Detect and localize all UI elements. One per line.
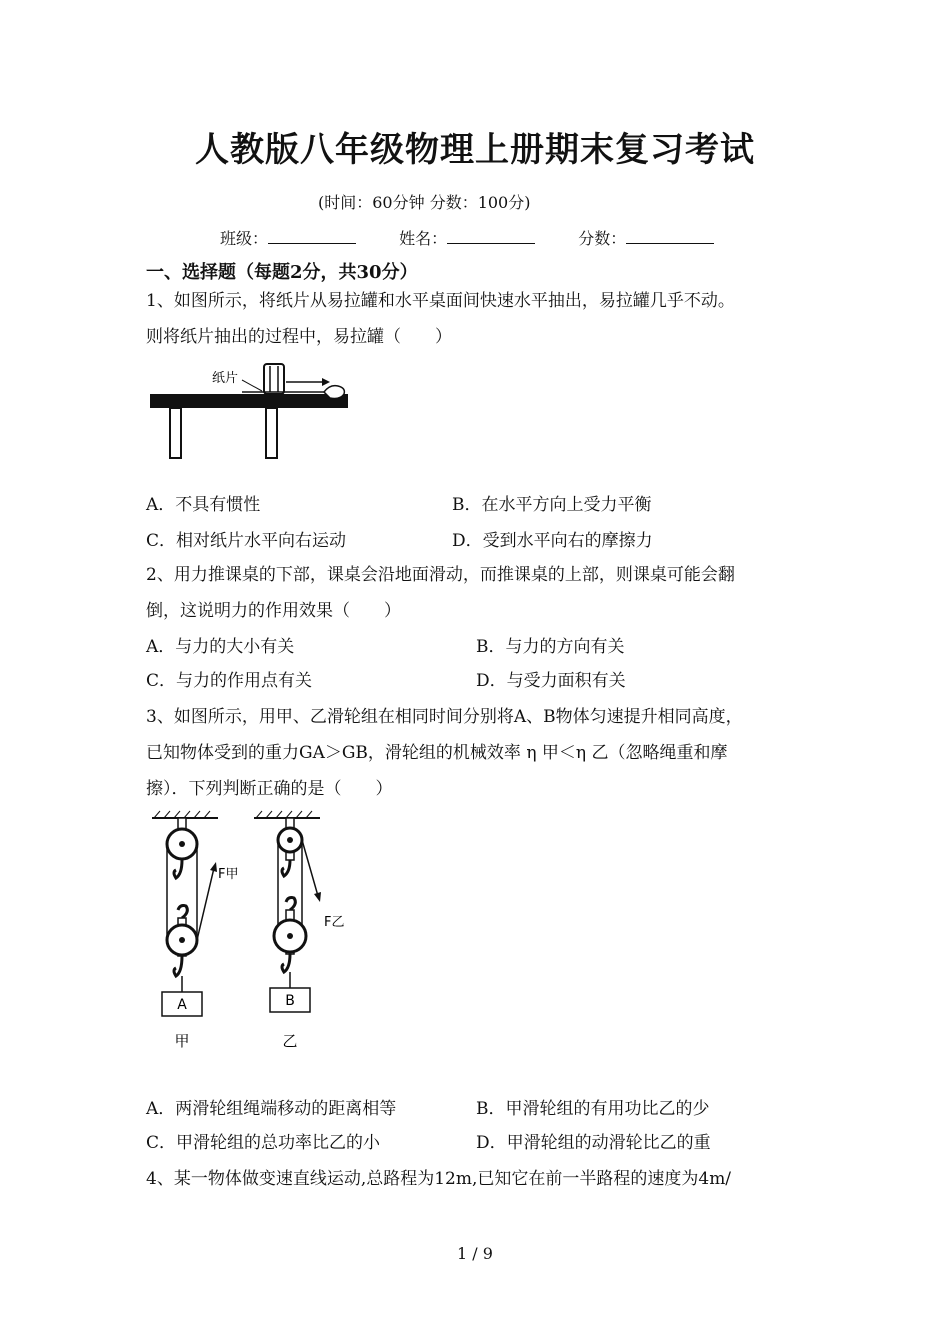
q2-option-c[interactable]: C．与力的作用点有关 bbox=[146, 671, 313, 691]
table-top bbox=[150, 394, 348, 408]
force-label-yi: F乙 bbox=[324, 915, 345, 930]
q1-text-line1: 1、如图所示，将纸片从易拉罐和水平桌面间快速水平抽出，易拉罐几乎不动。 bbox=[146, 291, 735, 311]
score-blank[interactable] bbox=[626, 229, 714, 244]
table-leg-right bbox=[266, 408, 277, 458]
q3-figure-pulleys bbox=[146, 806, 366, 1060]
pulley-system-jia bbox=[152, 811, 238, 1050]
table-leg-left bbox=[170, 408, 181, 458]
page-number: 1 / 9 bbox=[457, 1244, 493, 1263]
q1-option-a[interactable]: A．不具有惯性 bbox=[146, 495, 261, 515]
caption-jia: 甲 bbox=[174, 1032, 190, 1050]
can bbox=[264, 364, 284, 394]
q3-option-d[interactable]: D．甲滑轮组的动滑轮比乙的重 bbox=[476, 1133, 711, 1153]
pulley-system-yi bbox=[254, 811, 344, 1050]
force-label-jia: F甲 bbox=[218, 867, 239, 882]
score-label: 分数： bbox=[578, 229, 627, 248]
q2-option-d[interactable]: D．与受力面积有关 bbox=[476, 671, 626, 691]
exam-time-score: (时间：60分钟 分数：100分) bbox=[318, 193, 531, 212]
caption-yi: 乙 bbox=[282, 1032, 298, 1050]
name-blank[interactable] bbox=[447, 229, 535, 244]
q3-option-a[interactable]: A．两滑轮组绳端移动的距离相等 bbox=[146, 1099, 397, 1119]
class-field[interactable] bbox=[220, 226, 356, 249]
block-a-label: A bbox=[177, 997, 187, 1013]
q2-option-a[interactable]: A．与力的大小有关 bbox=[146, 637, 295, 657]
q2-option-b[interactable]: B．与力的方向有关 bbox=[476, 637, 625, 657]
class-label: 班级： bbox=[220, 229, 269, 248]
q3-option-c[interactable]: C．甲滑轮组的总功率比乙的小 bbox=[146, 1133, 381, 1153]
q3-text-line2: 已知物体受到的重力GA＞GB，滑轮组的机械效率 η 甲＜η 乙（忽略绳重和摩 bbox=[146, 743, 728, 763]
class-blank[interactable] bbox=[268, 229, 356, 244]
q3-option-b[interactable]: B．甲滑轮组的有用功比乙的少 bbox=[476, 1099, 710, 1119]
paper-label: 纸片 bbox=[212, 371, 239, 386]
student-info-fields bbox=[220, 226, 752, 249]
q1-option-d[interactable]: D．受到水平向右的摩擦力 bbox=[452, 531, 653, 551]
q1-text-line2: 则将纸片抽出的过程中，易拉罐（ ） bbox=[146, 327, 452, 347]
q2-text-line2: 倒，这说明力的作用效果（ ） bbox=[146, 601, 401, 621]
q1-option-c[interactable]: C．相对纸片水平向右运动 bbox=[146, 531, 347, 551]
name-field[interactable] bbox=[399, 226, 535, 249]
q4-text-line1: 4、某一物体做变速直线运动,总路程为12m,已知它在前一半路程的速度为4m/ bbox=[146, 1169, 732, 1189]
section-heading: 一、选择题（每题2分，共30分） bbox=[146, 262, 418, 283]
page-title: 人教版八年级物理上册期末复习考试 bbox=[195, 130, 755, 170]
name-label: 姓名： bbox=[399, 229, 448, 248]
q1-figure-table-can bbox=[146, 358, 356, 462]
score-field[interactable] bbox=[578, 226, 714, 249]
q3-text-line3: 擦）．下列判断正确的是（ ） bbox=[146, 779, 393, 799]
q3-text-line1: 3、如图所示，用甲、乙滑轮组在相同时间分别将A、B物体匀速提升相同高度， bbox=[146, 707, 743, 727]
q1-option-b[interactable]: B．在水平方向上受力平衡 bbox=[452, 495, 652, 515]
block-b-label: B bbox=[285, 993, 295, 1009]
q2-text-line1: 2、用力推课桌的下部，课桌会沿地面滑动，而推课桌的上部，则课桌可能会翻 bbox=[146, 565, 735, 585]
